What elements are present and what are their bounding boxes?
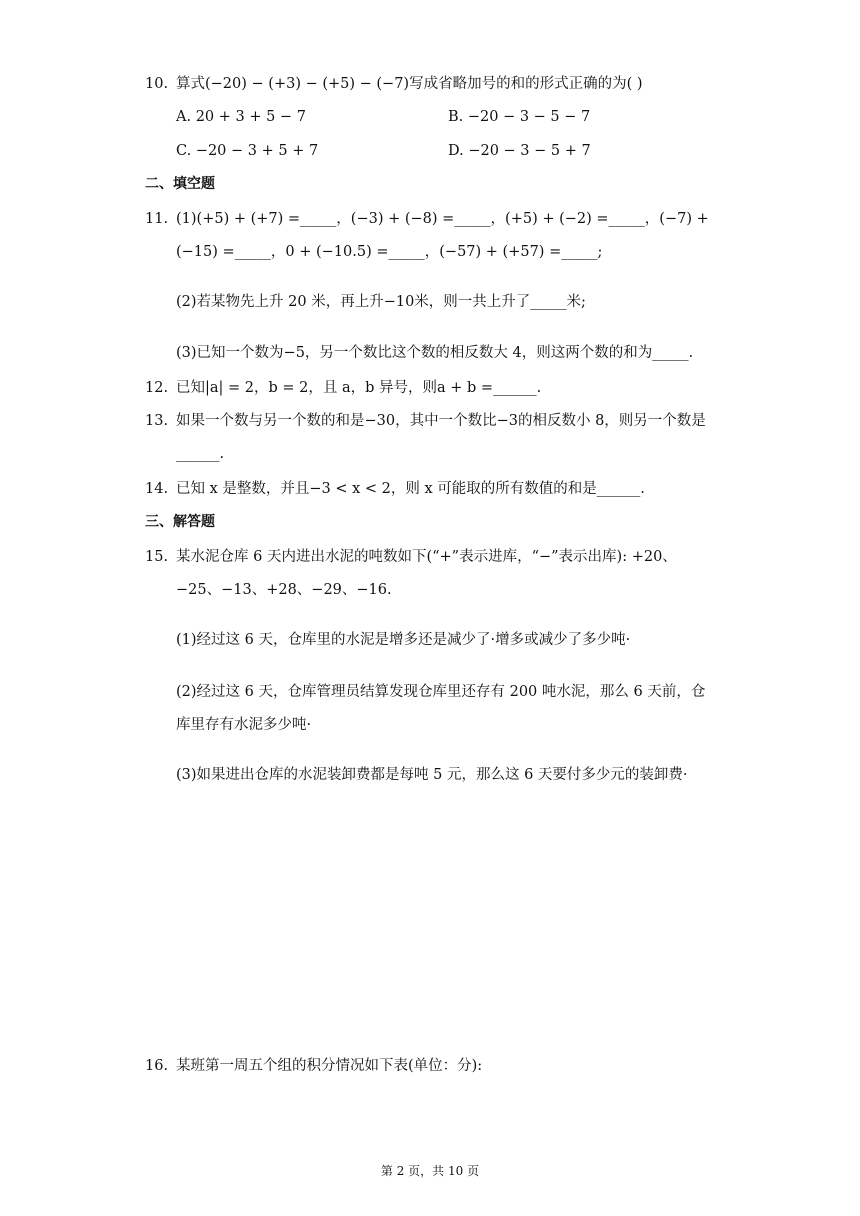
- question-subpart: (1)经过这 6 天，仓库里的水泥是增多还是减少了·增多或减少了多少吨·: [176, 632, 631, 648]
- question-text: 已知|a| = 2，b = 2，且 a，b 异号，则a + b =______.: [176, 380, 542, 396]
- question-text: 某水泥仓库 6 天内进出水泥的吨数如下(“+”表示进库，“−”表示出库): +20、: [176, 549, 677, 565]
- question-number: 12.: [145, 380, 169, 396]
- option-c: C. −20 − 3 + 5 + 7: [176, 143, 319, 159]
- question-subpart: (2)若某物先上升 20 米，再上升−10米，则一共上升了_____米;: [176, 294, 586, 310]
- question-text-continued: ______.: [176, 446, 225, 462]
- question-number: 14.: [145, 481, 169, 497]
- question-text: 如果一个数与另一个数的和是−30，其中一个数比−3的相反数小 8，则另一个数是: [176, 413, 706, 429]
- option-d: D. −20 − 3 − 5 + 7: [448, 143, 591, 159]
- option-a: A. 20 + 3 + 5 − 7: [176, 109, 306, 125]
- question-number: 15.: [145, 549, 169, 565]
- section-heading-solve: 三、解答题: [145, 514, 215, 530]
- question-text-continued: −25、−13、+28、−29、−16.: [176, 582, 392, 598]
- question-text-continued: (−15) =_____，0 + (−10.5) =_____，(−57) + (+57) =_____;: [176, 244, 603, 260]
- question-text: (1)(+5) + (+7) =_____，(−3) + (−8) =_____，(+5) + (−2) =_____，(−7) +: [176, 211, 709, 227]
- question-text: 已知 x 是整数，并且−3 < x < 2，则 x 可能取的所有数值的和是______.: [176, 481, 645, 497]
- question-text: 算式(−20) − (+3) − (+5) − (−7)写成省略加号的和的形式正确的为( ): [176, 76, 643, 92]
- option-b: B. −20 − 3 − 5 − 7: [448, 109, 591, 125]
- question-subpart: (3)已知一个数为−5，另一个数比这个数的相反数大 4，则这两个数的和为_____.: [176, 345, 694, 361]
- page-footer: 第 2 页，共 10 页: [380, 1164, 480, 1178]
- question-number: 16.: [145, 1058, 169, 1074]
- question-subpart-continued: 库里存有水泥多少吨·: [176, 717, 312, 733]
- question-subpart: (2)经过这 6 天，仓库管理员结算发现仓库里还存有 200 吨水泥，那么 6 天前，仓: [176, 684, 706, 700]
- question-number: 11.: [145, 211, 169, 227]
- section-heading-fill-in: 二、填空题: [145, 176, 215, 192]
- question-number: 10.: [145, 76, 169, 92]
- question-subpart: (3)如果进出仓库的水泥装卸费都是每吨 5 元，那么这 6 天要付多少元的装卸费·: [176, 767, 688, 783]
- question-number: 13.: [145, 413, 169, 429]
- question-text: 某班第一周五个组的积分情况如下表(单位：分):: [176, 1058, 483, 1074]
